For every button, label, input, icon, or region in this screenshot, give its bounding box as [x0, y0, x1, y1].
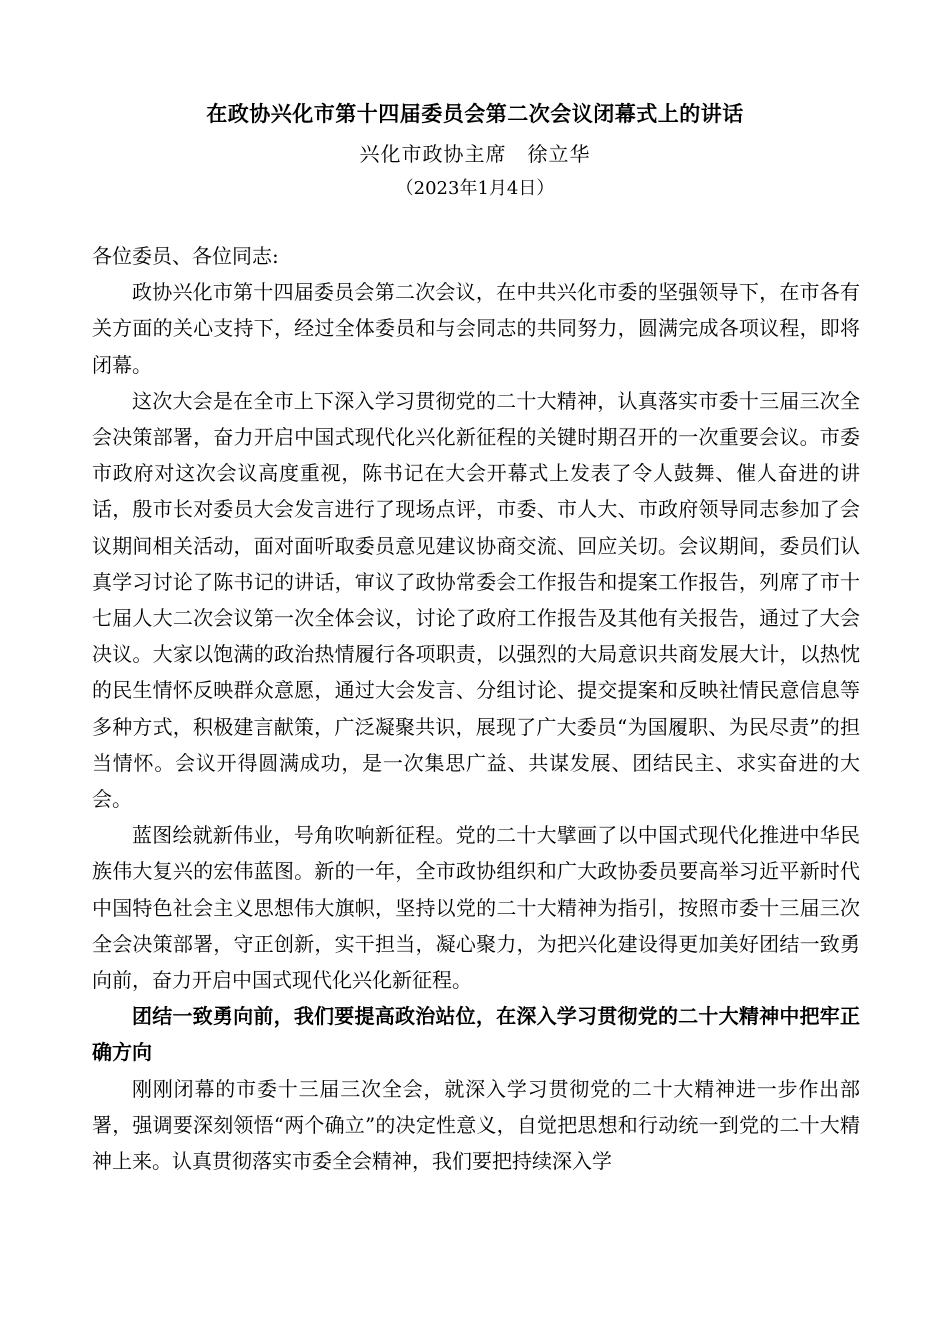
- section-heading: 团结一致勇向前，我们要提高政治站位，在深入学习贯彻党的二十大精神中把牢正确方向: [92, 1004, 860, 1065]
- paragraph: 政协兴化市第十四届委员会第二次会议，在中共兴化市委的坚强领导下，在市各有关方面的关心支持下，经过全体委员和与会同志的共同努力，圆满完成各项议程，即将闭幕。: [92, 280, 860, 377]
- paragraph: 刚刚闭幕的市委十三届三次全会，就深入学习贯彻党的二十大精神进一步作出部署，强调要深刻领悟“两个确立”的决定性意义，自觉把思想和行动统一到党的二十大精神上来。认真贯彻落实市委全会精神，我们要把持续深入学: [92, 1076, 860, 1174]
- paragraph: 蓝图绘就新伟业，号角吹响新征程。党的二十大擘画了以中国式现代化推进中华民族伟大复兴的宏伟蓝图。新的一年，全市政协组织和广大政协委员要高举习近平新时代中国特色社会主义思想伟大旗帜，坚持以党的二十大精神为指引，按照市委十三届三次全会决策部署，守正创新，实干担当，凝心聚力，为把兴化建设得更加美好团结一致勇向前，奋力开启中国式现代化兴化新征程。: [92, 823, 860, 993]
- document-body: [92, 238, 860, 1179]
- salutation: 各位委员、各位同志:: [92, 244, 279, 268]
- document-author: 兴化市政协主席 徐立华: [359, 142, 591, 166]
- paragraph: 这次大会是在全市上下深入学习贯彻党的二十大精神，认真落实市委十三届三次全会决策部署，奋力开启中国式现代化兴化新征程的关键时期召开的一次重要会议。市委市政府对这次会议高度重视，陈书记在大会开幕式上发表了令人鼓舞、催人奋进的讲话，殷市长对委员大会发言进行了现场点评，市委、市人大、市政府领导同志参加了会议期间相关活动，面对面听取委员意见建议协商交流、回应关切。会议期间，委员们认真学习讨论了陈书记的讲话，审议了政协常委会工作报告和提案工作报告，列席了市十七届人大二次会议第一次全体会议，讨论了政府工作报告及其他有关报告，通过了大会决议。大家以饱满的政治热情履行各项职责，以强烈的大局意识共商发展大计，以热忱的民生情怀反映群众意愿，通过大会发言、分组讨论、提交提案和反映社情民意信息等多种方式，积极建言献策，广泛凝聚共识，展现了广大委员“为国履职、为民尽责”的担当情怀。会议开得圆满成功，是一次集思广益、共谋发展、团结民主、求实奋进的大会。: [92, 388, 860, 812]
- document-title: 在政协兴化市第十四届委员会第二次会议闭幕式上的讲话: [206, 101, 744, 126]
- document-date: （2023年1月4日）: [395, 178, 555, 199]
